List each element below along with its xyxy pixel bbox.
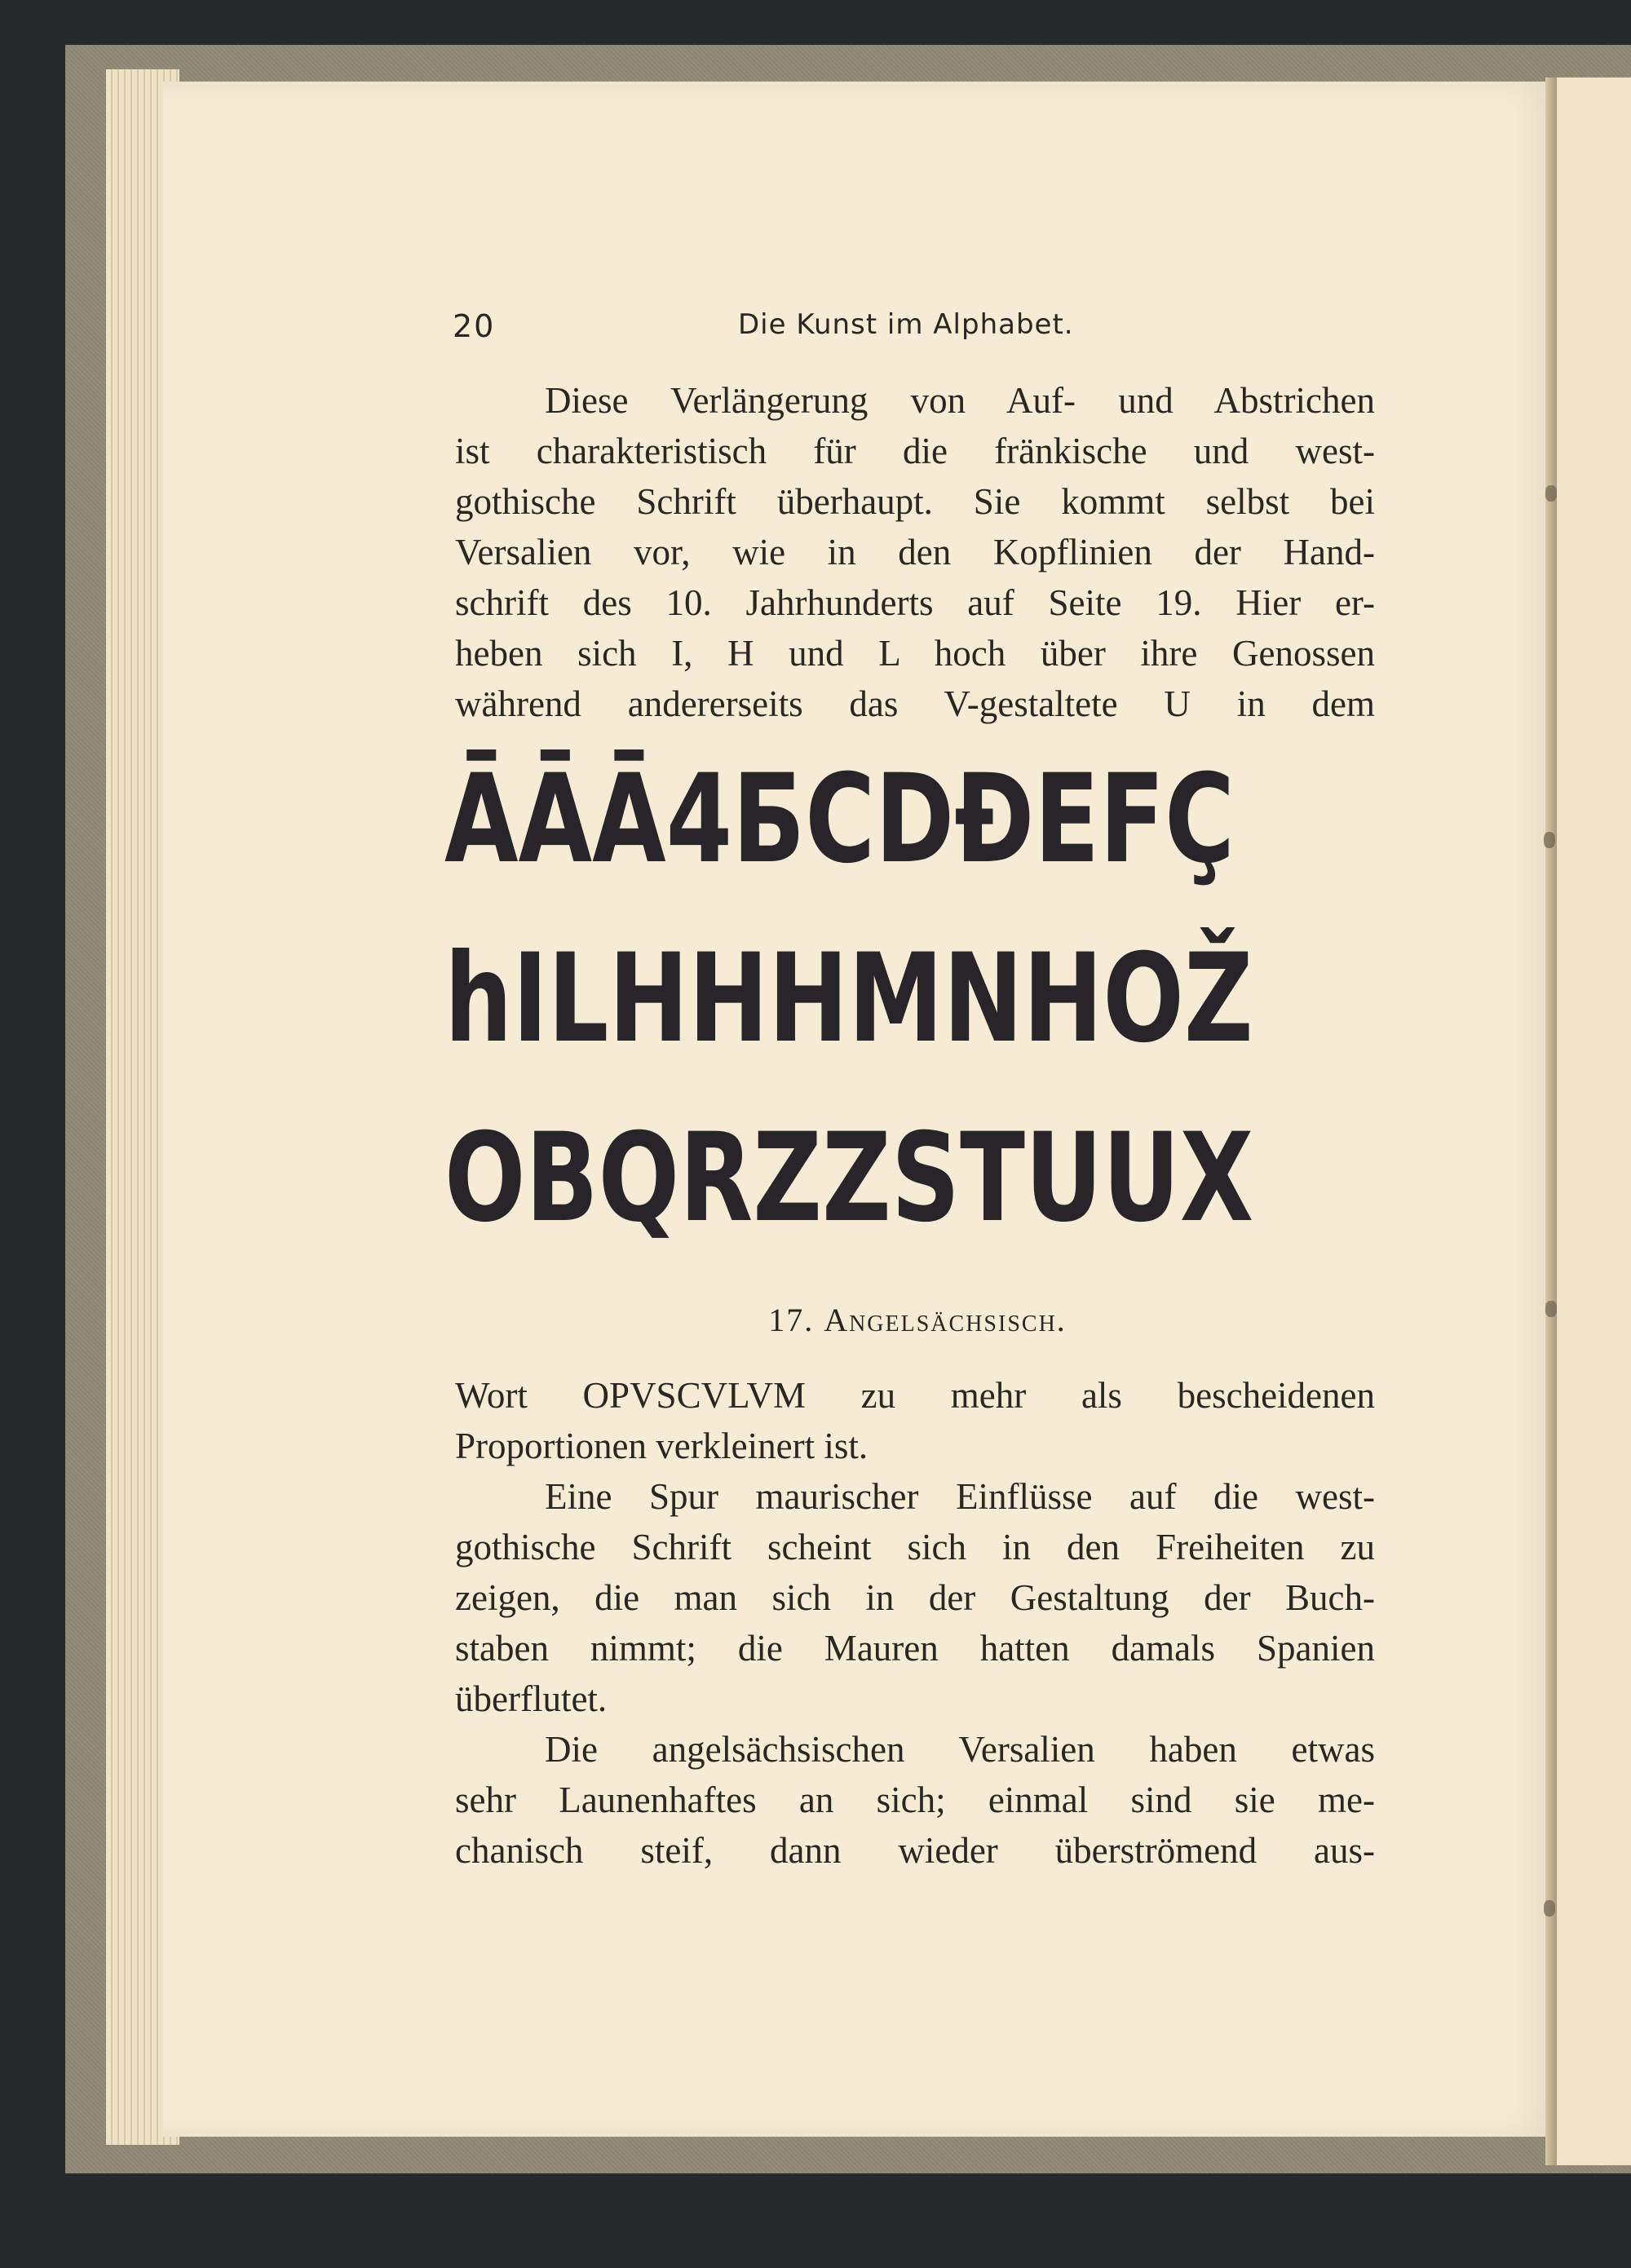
alphabet-specimen — [444, 749, 1382, 1280]
text-line: Wort OPVSCVLVM zu mehr als bescheidenen — [455, 1375, 1375, 1416]
running-title: Die Kunst im Alphabet. — [738, 308, 1074, 341]
text-line: Versalien vor, wie in den Kopflinien der Hand- — [455, 532, 1375, 573]
paragraph-1 — [455, 375, 1375, 729]
body-text-lower — [455, 1370, 1375, 1876]
text-line: ist charakteristisch für die fränkische und west- — [455, 431, 1375, 471]
specimen-row-1: ĀĀĀ4ƂCDÐEFÇ — [444, 749, 1235, 891]
figure-number: 17. — [768, 1302, 815, 1338]
book-gutter — [1545, 77, 1557, 2165]
figure-title: Angelsächsisch. — [824, 1302, 1067, 1338]
binding-mark — [1545, 485, 1557, 502]
text-line: heben sich I, H und L hoch über ihre Genossen — [455, 633, 1375, 674]
figure-caption — [453, 1301, 1382, 1339]
text-line: überflutet. — [455, 1678, 608, 1719]
specimen-row-2: hILHHHMNHOŽ — [444, 928, 1253, 1070]
page-number: 20 — [453, 308, 496, 344]
binding-mark — [1544, 832, 1555, 848]
text-line: chanisch steif, dann wieder überströmend aus- — [455, 1830, 1375, 1871]
text-line: Die angelsächsischen Versalien haben etwas — [545, 1729, 1375, 1770]
binding-mark — [1544, 1900, 1555, 1917]
text-line: Diese Verlängerung von Auf- und Abstrichen — [545, 380, 1375, 421]
text-line: gothische Schrift überhaupt. Sie kommt selbst bei — [455, 481, 1375, 522]
text-line: während andererseits das V-gestaltete U in dem — [455, 683, 1375, 724]
text-line: sehr Launenhaftes an sich; einmal sind sie me- — [455, 1779, 1375, 1820]
text-line: gothische Schrift scheint sich in den Freiheiten zu — [455, 1527, 1375, 1567]
page-header — [453, 308, 1382, 349]
specimen-row-3: OBQRZZSTUUX — [444, 1107, 1254, 1249]
text-line: Proportionen verkleinert ist. — [455, 1426, 869, 1466]
text-line: zeigen, die man sich in der Gestaltung der Buch- — [455, 1577, 1375, 1618]
binding-mark — [1545, 1301, 1557, 1317]
text-line: Eine Spur maurischer Einflüsse auf die west- — [545, 1476, 1375, 1517]
text-line: schrift des 10. Jahrhunderts auf Seite 19. Hier er- — [455, 582, 1375, 623]
facing-page-edge — [1554, 77, 1631, 2165]
text-line: staben nimmt; die Mauren hatten damals Spanien — [455, 1628, 1375, 1669]
